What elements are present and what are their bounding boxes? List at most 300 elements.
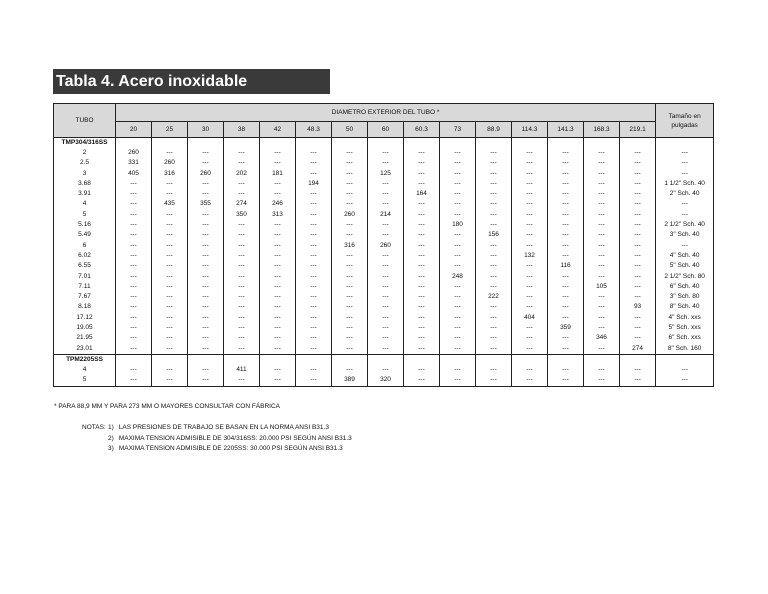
- empty-cell: [152, 138, 188, 149]
- tubo-cell: 2.5: [54, 158, 116, 168]
- pressure-cell: ---: [260, 313, 296, 323]
- pressure-cell: ---: [260, 282, 296, 292]
- pressure-cell: ---: [584, 199, 620, 209]
- pressure-cell: ---: [404, 282, 440, 292]
- pressure-cell: ---: [296, 189, 332, 199]
- pressure-cell: 156: [476, 230, 512, 240]
- pressure-cell: ---: [152, 302, 188, 312]
- pressure-cell: ---: [404, 220, 440, 230]
- table-row: [54, 365, 714, 375]
- pressure-cell: ---: [188, 344, 224, 355]
- empty-cell: [548, 354, 584, 365]
- pressure-cell: ---: [440, 313, 476, 323]
- pressure-cell: ---: [188, 158, 224, 168]
- pressure-cell: ---: [152, 241, 188, 251]
- empty-cell: [548, 138, 584, 149]
- diameter-col-header: 38: [224, 122, 260, 138]
- pressure-cell: ---: [188, 189, 224, 199]
- notes: [82, 423, 352, 455]
- size-cell: 3" Sch. 40: [656, 230, 714, 240]
- pressure-cell: ---: [620, 210, 656, 220]
- pressure-cell: ---: [116, 292, 152, 302]
- pressure-cell: ---: [224, 220, 260, 230]
- empty-cell: [584, 354, 620, 365]
- size-header: [656, 104, 714, 138]
- pressure-cell: ---: [404, 251, 440, 261]
- table-row: [54, 302, 714, 312]
- pressure-cell: ---: [296, 251, 332, 261]
- diameter-col-header: 42: [260, 122, 296, 138]
- pressure-cell: ---: [188, 375, 224, 386]
- pressure-cell: ---: [512, 333, 548, 343]
- pressure-cell: 411: [224, 365, 260, 375]
- empty-cell: [260, 354, 296, 365]
- pressure-cell: ---: [368, 220, 404, 230]
- pressure-cell: ---: [512, 272, 548, 282]
- pressure-cell: ---: [152, 272, 188, 282]
- pressure-cell: ---: [440, 179, 476, 189]
- empty-cell: [656, 354, 714, 365]
- pressure-cell: ---: [188, 313, 224, 323]
- pressure-cell: ---: [584, 261, 620, 271]
- note-number: 2): [108, 434, 114, 442]
- pressure-cell: ---: [296, 375, 332, 386]
- empty-cell: [440, 138, 476, 149]
- pressure-cell: ---: [404, 302, 440, 312]
- pressure-cell: ---: [404, 365, 440, 375]
- pressure-cell: ---: [404, 272, 440, 282]
- note-text: MAXIMA TENSION ADMISIBLE DE 2205SS: 30.000 PSI SEGÚN ANSI B31.3: [118, 445, 343, 452]
- pressure-cell: 346: [584, 333, 620, 343]
- pressure-cell: ---: [404, 148, 440, 158]
- empty-cell: [368, 354, 404, 365]
- empty-cell: [404, 138, 440, 149]
- pressure-table: [53, 103, 714, 387]
- tubo-cell: 7.67: [54, 292, 116, 302]
- pressure-cell: 202: [224, 169, 260, 179]
- pressure-cell: ---: [332, 302, 368, 312]
- pressure-cell: ---: [116, 282, 152, 292]
- table-row: [54, 189, 714, 199]
- pressure-cell: ---: [584, 179, 620, 189]
- pressure-cell: ---: [584, 169, 620, 179]
- tubo-cell: 8.18: [54, 302, 116, 312]
- pressure-cell: ---: [260, 189, 296, 199]
- pressure-cell: 359: [548, 323, 584, 333]
- pressure-cell: ---: [512, 158, 548, 168]
- pressure-cell: ---: [152, 261, 188, 271]
- pressure-cell: ---: [368, 323, 404, 333]
- table-body: [54, 138, 714, 387]
- pressure-cell: ---: [188, 179, 224, 189]
- empty-cell: [332, 138, 368, 149]
- pressure-cell: ---: [476, 210, 512, 220]
- pressure-cell: ---: [440, 261, 476, 271]
- pressure-cell: ---: [512, 365, 548, 375]
- pressure-cell: ---: [224, 313, 260, 323]
- pressure-cell: ---: [296, 241, 332, 251]
- pressure-cell: ---: [620, 292, 656, 302]
- size-cell: 4" Sch. xxs: [656, 313, 714, 323]
- pressure-cell: ---: [332, 282, 368, 292]
- pressure-cell: ---: [620, 365, 656, 375]
- pressure-cell: ---: [224, 189, 260, 199]
- group-row: [54, 354, 714, 365]
- pressure-cell: 214: [368, 210, 404, 220]
- tubo-cell: 5.16: [54, 220, 116, 230]
- pressure-cell: ---: [548, 189, 584, 199]
- pressure-cell: ---: [548, 272, 584, 282]
- pressure-cell: ---: [476, 220, 512, 230]
- diameter-col-header: 60: [368, 122, 404, 138]
- pressure-cell: ---: [332, 169, 368, 179]
- note-text: LAS PRESIONES DE TRABAJO SE BASAN EN LA NORMA ANSI B31.3: [118, 424, 329, 431]
- table-row: [54, 158, 714, 168]
- pressure-cell: ---: [368, 365, 404, 375]
- pressure-cell: 132: [512, 251, 548, 261]
- pressure-cell: ---: [188, 365, 224, 375]
- pressure-cell: ---: [440, 230, 476, 240]
- size-header-line2: pulgadas: [671, 121, 698, 129]
- pressure-cell: ---: [476, 251, 512, 261]
- table-row: [54, 333, 714, 343]
- size-cell: 2" Sch. 40: [656, 189, 714, 199]
- tubo-cell: 3.91: [54, 189, 116, 199]
- empty-cell: [296, 354, 332, 365]
- diameter-col-header: 168.3: [584, 122, 620, 138]
- size-cell: 6" Sch. xxs: [656, 333, 714, 343]
- pressure-cell: ---: [188, 210, 224, 220]
- note-line: [82, 434, 352, 445]
- empty-cell: [368, 138, 404, 149]
- pressure-cell: ---: [260, 323, 296, 333]
- pressure-cell: ---: [476, 344, 512, 355]
- pressure-cell: ---: [548, 179, 584, 189]
- note-line: [82, 444, 352, 455]
- note-number: 3): [108, 445, 114, 452]
- size-cell: 1 1/2" Sch. 40: [656, 179, 714, 189]
- pressure-cell: ---: [404, 230, 440, 240]
- pressure-cell: ---: [548, 251, 584, 261]
- pressure-cell: ---: [548, 292, 584, 302]
- pressure-cell: 194: [296, 179, 332, 189]
- pressure-cell: ---: [476, 302, 512, 312]
- pressure-cell: ---: [332, 323, 368, 333]
- tubo-cell: 6.02: [54, 251, 116, 261]
- group-name: TMP304/316SS: [54, 138, 116, 149]
- pressure-cell: ---: [116, 261, 152, 271]
- pressure-cell: 331: [116, 158, 152, 168]
- pressure-cell: 260: [368, 241, 404, 251]
- pressure-cell: ---: [548, 241, 584, 251]
- pressure-cell: 316: [152, 169, 188, 179]
- pressure-cell: ---: [188, 148, 224, 158]
- empty-cell: [476, 138, 512, 149]
- tubo-cell: 19.05: [54, 323, 116, 333]
- pressure-cell: ---: [188, 261, 224, 271]
- pressure-cell: ---: [584, 313, 620, 323]
- pressure-cell: ---: [296, 230, 332, 240]
- pressure-cell: 248: [440, 272, 476, 282]
- pressure-cell: ---: [512, 344, 548, 355]
- pressure-cell: ---: [620, 189, 656, 199]
- pressure-cell: ---: [296, 282, 332, 292]
- pressure-cell: ---: [260, 148, 296, 158]
- pressure-cell: ---: [620, 230, 656, 240]
- pressure-cell: ---: [404, 210, 440, 220]
- empty-cell: [404, 354, 440, 365]
- empty-cell: [296, 138, 332, 149]
- pressure-cell: ---: [404, 375, 440, 386]
- pressure-cell: ---: [620, 282, 656, 292]
- pressure-cell: ---: [440, 365, 476, 375]
- pressure-cell: ---: [152, 210, 188, 220]
- pressure-cell: ---: [224, 158, 260, 168]
- pressure-cell: ---: [152, 333, 188, 343]
- pressure-cell: ---: [296, 292, 332, 302]
- pressure-cell: ---: [116, 241, 152, 251]
- pressure-cell: ---: [512, 302, 548, 312]
- pressure-cell: ---: [296, 158, 332, 168]
- pressure-cell: ---: [296, 220, 332, 230]
- pressure-cell: ---: [116, 365, 152, 375]
- pressure-cell: ---: [476, 241, 512, 251]
- pressure-cell: ---: [332, 189, 368, 199]
- pressure-cell: ---: [260, 158, 296, 168]
- pressure-cell: ---: [620, 323, 656, 333]
- size-cell: 2 1/2" Sch. 40: [656, 220, 714, 230]
- pressure-cell: 405: [116, 169, 152, 179]
- table-row: [54, 282, 714, 292]
- pressure-cell: 355: [188, 199, 224, 209]
- pressure-cell: ---: [548, 169, 584, 179]
- table-row: [54, 313, 714, 323]
- pressure-cell: ---: [620, 169, 656, 179]
- pressure-cell: ---: [224, 251, 260, 261]
- pressure-cell: ---: [440, 344, 476, 355]
- pressure-cell: ---: [512, 323, 548, 333]
- pressure-cell: ---: [332, 158, 368, 168]
- pressure-cell: ---: [116, 189, 152, 199]
- pressure-cell: ---: [440, 323, 476, 333]
- size-cell: 3" Sch. 80: [656, 292, 714, 302]
- pressure-cell: ---: [224, 241, 260, 251]
- empty-cell: [476, 354, 512, 365]
- pressure-cell: ---: [332, 365, 368, 375]
- pressure-cell: ---: [440, 333, 476, 343]
- tubo-cell: 3.68: [54, 179, 116, 189]
- table-row: [54, 323, 714, 333]
- note-line: [82, 423, 352, 434]
- size-cell: 6" Sch. 40: [656, 282, 714, 292]
- pressure-cell: ---: [548, 158, 584, 168]
- pressure-cell: 260: [188, 169, 224, 179]
- pressure-cell: ---: [548, 302, 584, 312]
- pressure-cell: ---: [332, 333, 368, 343]
- pressure-cell: ---: [404, 313, 440, 323]
- pressure-cell: ---: [260, 375, 296, 386]
- pressure-cell: ---: [296, 148, 332, 158]
- pressure-cell: ---: [512, 292, 548, 302]
- pressure-cell: ---: [440, 292, 476, 302]
- pressure-cell: ---: [476, 169, 512, 179]
- tubo-cell: 17.12: [54, 313, 116, 323]
- pressure-cell: ---: [332, 261, 368, 271]
- pressure-cell: ---: [188, 333, 224, 343]
- size-cell: 2 1/2" Sch. 80: [656, 272, 714, 282]
- pressure-cell: ---: [224, 375, 260, 386]
- tubo-cell: 5: [54, 375, 116, 386]
- pressure-cell: ---: [476, 158, 512, 168]
- pressure-cell: ---: [440, 169, 476, 179]
- pressure-cell: ---: [548, 375, 584, 386]
- diameter-col-header: 25: [152, 122, 188, 138]
- pressure-cell: ---: [224, 261, 260, 271]
- pressure-cell: ---: [296, 313, 332, 323]
- size-cell: ---: [656, 158, 714, 168]
- pressure-cell: ---: [584, 292, 620, 302]
- pressure-cell: ---: [260, 333, 296, 343]
- pressure-cell: ---: [404, 292, 440, 302]
- pressure-cell: ---: [440, 302, 476, 312]
- notes-label: NOTAS:: [82, 424, 106, 431]
- pressure-cell: ---: [440, 251, 476, 261]
- pressure-cell: ---: [476, 148, 512, 158]
- pressure-cell: ---: [188, 323, 224, 333]
- pressure-cell: ---: [404, 169, 440, 179]
- pressure-cell: ---: [548, 220, 584, 230]
- empty-cell: [260, 138, 296, 149]
- pressure-cell: ---: [260, 179, 296, 189]
- pressure-cell: 116: [548, 261, 584, 271]
- pressure-cell: ---: [116, 375, 152, 386]
- pressure-cell: 222: [476, 292, 512, 302]
- tubo-cell: 4: [54, 199, 116, 209]
- pressure-cell: ---: [152, 251, 188, 261]
- size-cell: ---: [656, 199, 714, 209]
- pressure-cell: 164: [404, 189, 440, 199]
- empty-cell: [116, 138, 152, 149]
- table-row: [54, 220, 714, 230]
- tubo-cell: 7.11: [54, 282, 116, 292]
- empty-cell: [188, 354, 224, 365]
- pressure-cell: ---: [332, 148, 368, 158]
- tubo-cell: 23.01: [54, 344, 116, 355]
- tubo-cell: 6.55: [54, 261, 116, 271]
- pressure-cell: ---: [404, 179, 440, 189]
- pressure-cell: ---: [224, 292, 260, 302]
- pressure-cell: ---: [260, 241, 296, 251]
- empty-cell: [620, 354, 656, 365]
- pressure-cell: ---: [188, 230, 224, 240]
- pressure-cell: ---: [260, 272, 296, 282]
- pressure-cell: ---: [584, 323, 620, 333]
- diameter-col-header: 141.3: [548, 122, 584, 138]
- pressure-cell: ---: [188, 220, 224, 230]
- pressure-cell: ---: [296, 302, 332, 312]
- pressure-cell: ---: [368, 302, 404, 312]
- size-cell: ---: [656, 169, 714, 179]
- empty-cell: [440, 354, 476, 365]
- pressure-cell: ---: [224, 323, 260, 333]
- diameter-col-header: 20: [116, 122, 152, 138]
- size-cell: 8" Sch. 40: [656, 302, 714, 312]
- pressure-cell: ---: [188, 251, 224, 261]
- pressure-cell: ---: [296, 199, 332, 209]
- pressure-cell: ---: [116, 272, 152, 282]
- diameter-col-header: 60.3: [404, 122, 440, 138]
- pressure-cell: 125: [368, 169, 404, 179]
- group-name: TPM2205SS: [54, 354, 116, 365]
- pressure-cell: ---: [440, 241, 476, 251]
- pressure-cell: ---: [260, 230, 296, 240]
- pressure-cell: ---: [152, 313, 188, 323]
- pressure-cell: ---: [116, 333, 152, 343]
- pressure-cell: ---: [584, 241, 620, 251]
- size-cell: ---: [656, 365, 714, 375]
- pressure-cell: ---: [224, 344, 260, 355]
- pressure-cell: ---: [620, 220, 656, 230]
- pressure-cell: ---: [188, 292, 224, 302]
- pressure-cell: ---: [584, 375, 620, 386]
- size-cell: 4" Sch. 40: [656, 251, 714, 261]
- table-row: [54, 344, 714, 355]
- pressure-cell: ---: [404, 241, 440, 251]
- diameter-col-header: 50: [332, 122, 368, 138]
- pressure-cell: ---: [116, 199, 152, 209]
- pressure-cell: 93: [620, 302, 656, 312]
- pressure-cell: 260: [332, 210, 368, 220]
- pressure-cell: ---: [584, 272, 620, 282]
- size-cell: ---: [656, 375, 714, 386]
- table-row: [54, 261, 714, 271]
- pressure-cell: 274: [620, 344, 656, 355]
- pressure-cell: ---: [620, 333, 656, 343]
- pressure-cell: ---: [404, 158, 440, 168]
- pressure-cell: ---: [476, 189, 512, 199]
- pressure-cell: ---: [440, 189, 476, 199]
- table-row: [54, 179, 714, 189]
- pressure-cell: ---: [332, 272, 368, 282]
- pressure-cell: ---: [512, 230, 548, 240]
- pressure-cell: 350: [224, 210, 260, 220]
- pressure-cell: ---: [368, 292, 404, 302]
- table-row: [54, 210, 714, 220]
- pressure-cell: ---: [116, 210, 152, 220]
- pressure-cell: ---: [116, 323, 152, 333]
- pressure-cell: ---: [476, 323, 512, 333]
- pressure-cell: ---: [404, 261, 440, 271]
- pressure-cell: ---: [152, 323, 188, 333]
- pressure-cell: 435: [152, 199, 188, 209]
- pressure-cell: ---: [368, 282, 404, 292]
- pressure-cell: ---: [296, 365, 332, 375]
- pressure-cell: ---: [152, 189, 188, 199]
- pressure-cell: ---: [332, 251, 368, 261]
- pressure-cell: ---: [296, 344, 332, 355]
- tubo-cell: 5.49: [54, 230, 116, 240]
- pressure-cell: ---: [620, 251, 656, 261]
- pressure-cell: ---: [224, 230, 260, 240]
- pressure-cell: ---: [224, 272, 260, 282]
- table-row: [54, 230, 714, 240]
- size-cell: 5" Sch. 40: [656, 261, 714, 271]
- pressure-cell: ---: [404, 333, 440, 343]
- pressure-cell: ---: [332, 220, 368, 230]
- empty-cell: [584, 138, 620, 149]
- pressure-cell: ---: [512, 169, 548, 179]
- pressure-cell: ---: [116, 344, 152, 355]
